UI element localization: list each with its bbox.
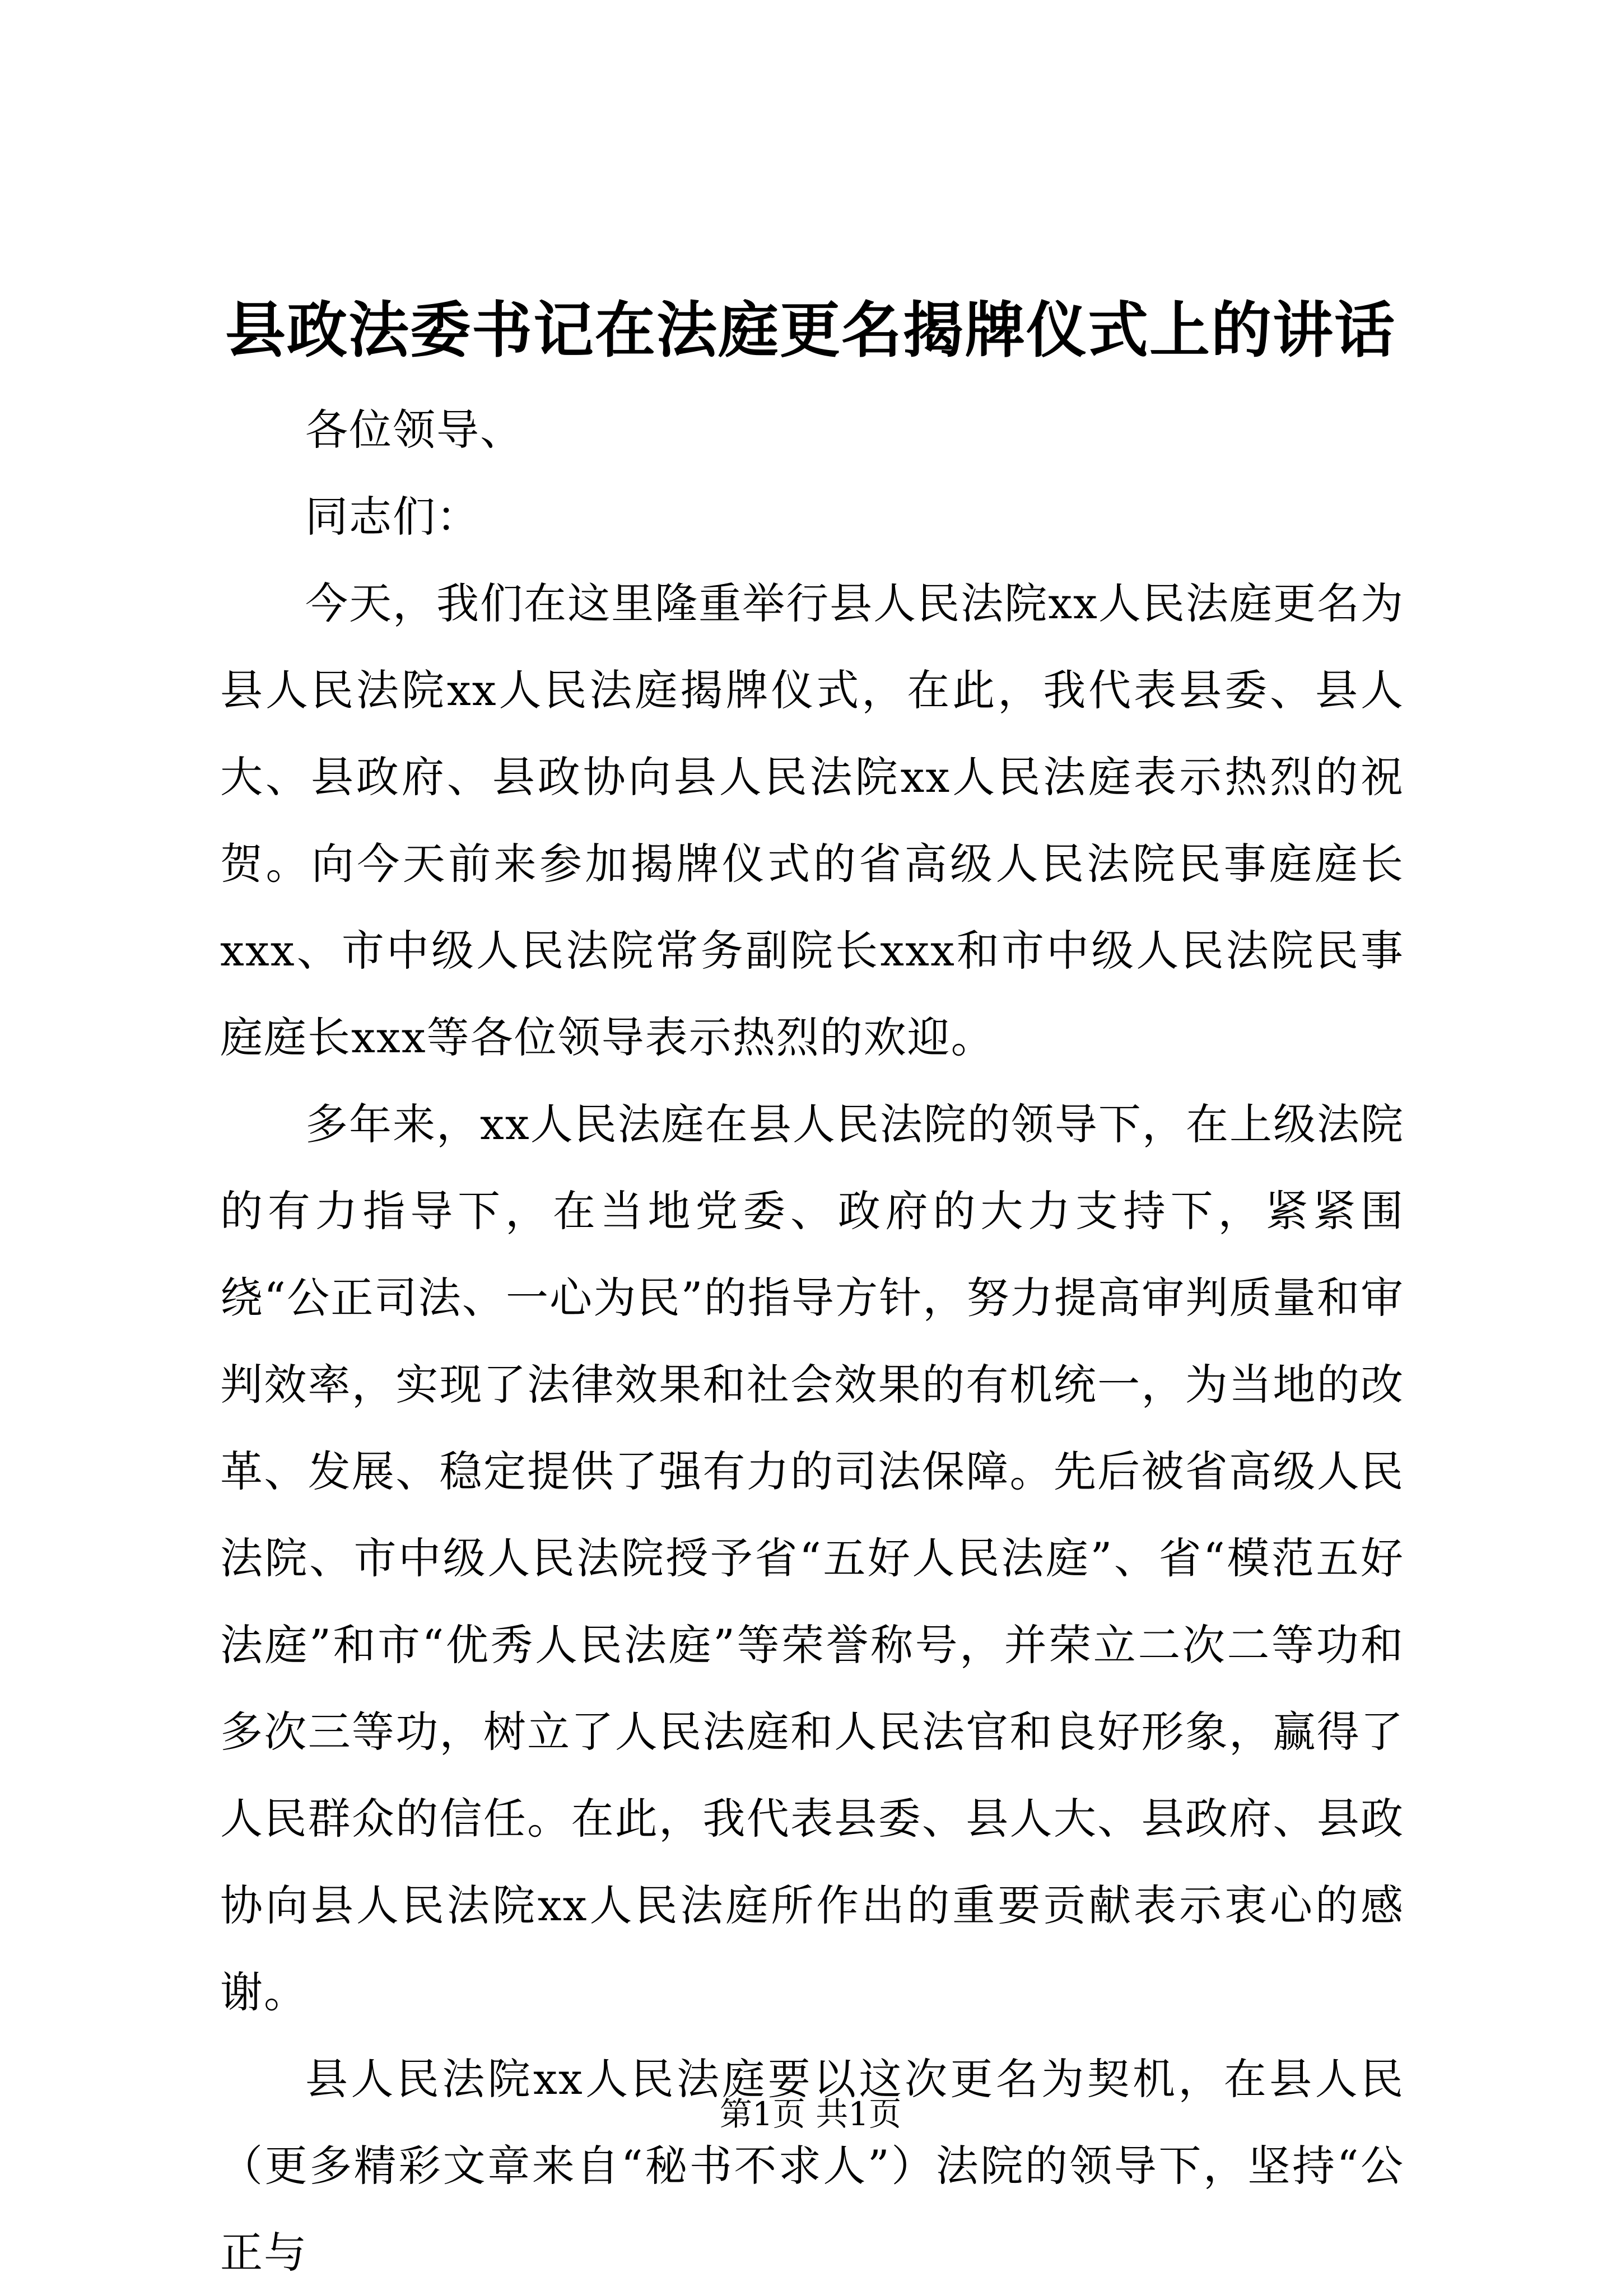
salutation-leaders: 各位领导、 (305, 405, 524, 455)
page-number-footer: 第1页 共1页 (719, 2095, 902, 2133)
paragraph-outlook: 县人民法院xx人民法庭要以这次更名为契机，在县人民（更多精彩文章来自“秘书不求人”）法院的领导下，坚持“公正与 (220, 2054, 1404, 2278)
document-title: 县政法委书记在法庭更名揭牌仪式上的讲话 (225, 295, 1396, 366)
paragraph-achievements: 多年来，xx人民法庭在县人民法院的领导下，在上级法院的有力指导下，在当地党委、政府的大力支持下，紧紧围绕“公正司法、一心为民”的指导方针，努力提高审判质量和审判效率，实现了法律效果和社会效果的有机统一，为当地的改革、发展、稳定提供了强有力的司法保障。先后被省高级人民法院、市中级人民法院授予省“五好人民法庭”、省“模范五好法庭”和市“优秀人民法庭”等荣誉称号，并荣立二次二等功和多次三等功，树立了人民法庭和人民法官和良好形象，赢得了人民群众的信任。在此，我代表县委、县人大、县政府、县政协向县人民法院xx人民法庭所作出的重要贡献表示衷心的感谢。 (220, 1099, 1404, 2017)
paragraph-opening: 今天，我们在这里隆重举行县人民法院xx人民法庭更名为县人民法院xx人民法庭揭牌仪式，在此，我代表县委、县人大、县政府、县政协向县人民法院xx人民法庭表示热烈的祝贺。向今天前来参加揭牌仪式的省高级人民法院民事庭庭长xxx、市中级人民法院常务副院长xxx和市中级人民法院民事庭庭长xxx等各位领导表示热烈的欢迎。 (220, 578, 1404, 1062)
document-body (220, 386, 1404, 2296)
salutation-comrades: 同志们： (305, 492, 480, 542)
